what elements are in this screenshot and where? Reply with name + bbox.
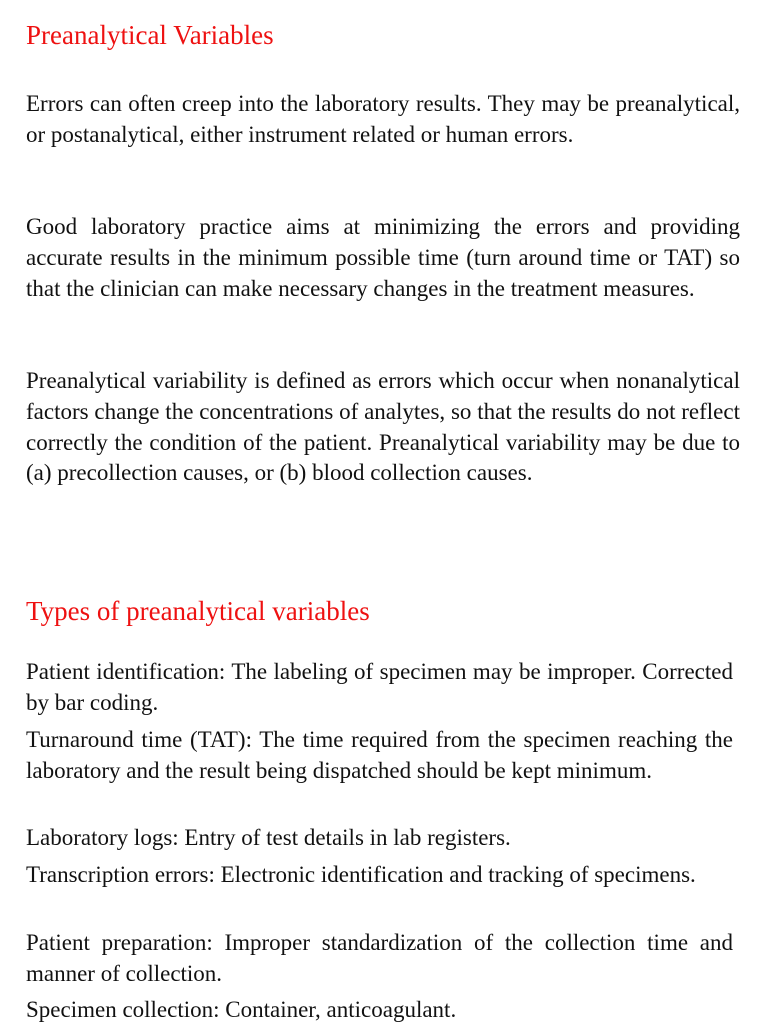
list-item-turnaround-time: Turnaround time (TAT): The time required from the specimen reaching the laboratory and the result being dispatched should be kept minimum.	[26, 727, 733, 783]
paragraph-errors: Errors can often creep into the laboratory results. They may be preanalytical, or postanalytical, either instrument related or human errors.	[26, 91, 740, 147]
paragraph-good-laboratory-practice: Good laboratory practice aims at minimizing the errors and providing accurate results in the minimum possible time (turn around time or TAT) so that the clinician can make necessary changes in the treatment measures.	[26, 214, 740, 301]
list-item-patient-preparation: Patient preparation: Improper standardization of the collection time and manner of collection.	[26, 930, 733, 986]
list-item-transcription-errors: Transcription errors: Electronic identification and tracking of specimens.	[26, 862, 696, 887]
paragraph-preanalytical-variability: Preanalytical variability is defined as errors which occur when nonanalytical factors change the concentrations of analytes, so that the results do not reflect correctly the condition of the patient. Preanalytical variability may be due to (a) precollection causes, or (b) blood collection causes.	[26, 368, 740, 486]
list-item-patient-identification: Patient identification: The labeling of specimen may be improper. Corrected by bar coding.	[26, 659, 733, 715]
section-heading-types: Types of preanalytical variables	[26, 596, 370, 626]
list-item-laboratory-logs: Laboratory logs: Entry of test details in lab registers.	[26, 825, 511, 850]
list-item-specimen-collection: Specimen collection: Container, anticoagulant.	[26, 997, 457, 1022]
section-heading-preanalytical-variables: Preanalytical Variables	[26, 20, 274, 50]
